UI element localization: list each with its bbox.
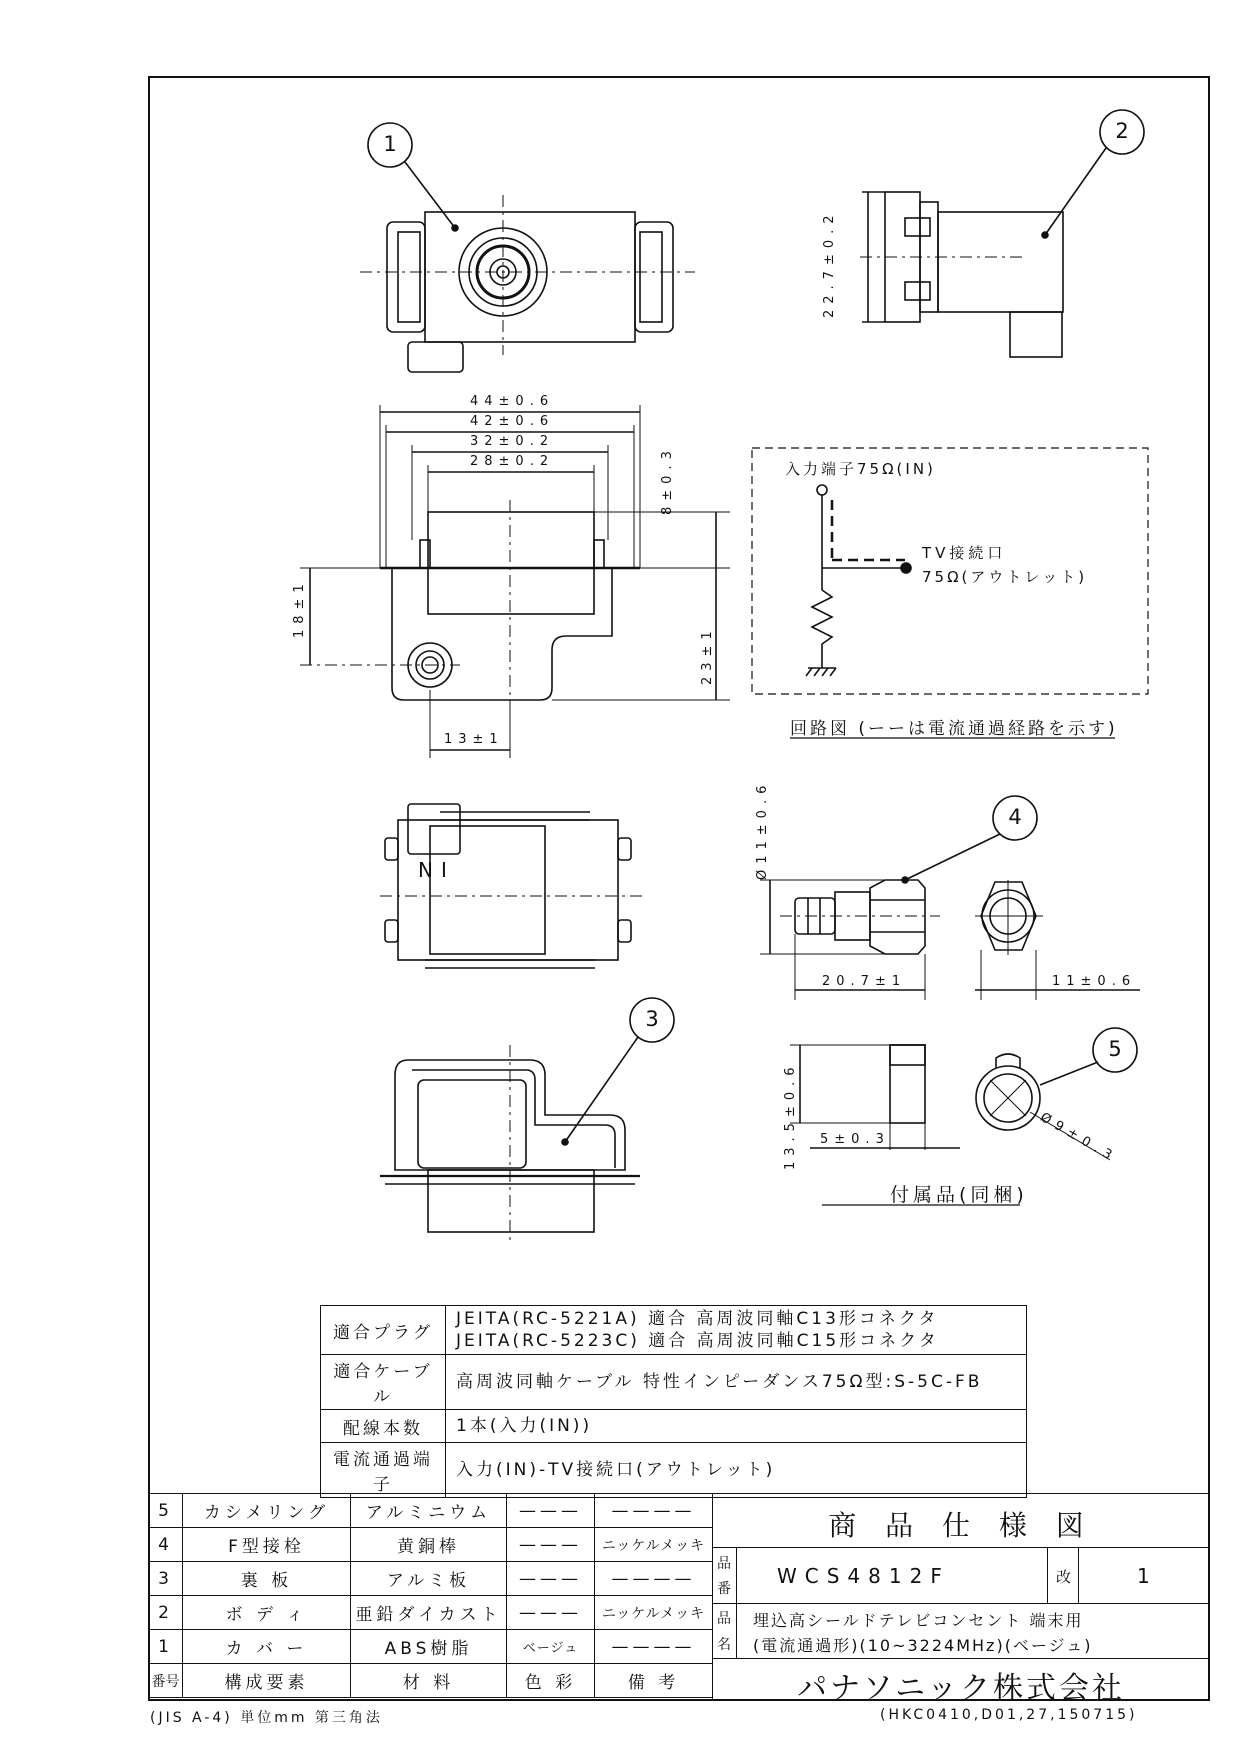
part-color: ベージュ bbox=[507, 1630, 595, 1664]
product-name-cell bbox=[736, 1603, 1210, 1659]
bottom-view bbox=[380, 804, 645, 968]
spec-table bbox=[320, 1305, 1027, 1498]
callout-3: 3 bbox=[645, 1007, 659, 1031]
circuit-input-label: 入力端子75Ω(IN) bbox=[785, 460, 936, 478]
spec-row bbox=[321, 1306, 1027, 1355]
rev-value: 1 bbox=[1137, 1564, 1150, 1588]
part-material: ABS樹脂 bbox=[351, 1630, 507, 1664]
header-color: 色 彩 bbox=[507, 1664, 595, 1698]
hinmei-label-1: 品 bbox=[717, 1611, 731, 1627]
header-material: 材 料 bbox=[351, 1664, 507, 1698]
hinban-label-cell bbox=[712, 1547, 737, 1604]
dim-22-7: 22.7±0.2 bbox=[822, 209, 837, 318]
dim-13: 13±1 bbox=[444, 732, 504, 747]
dim-32: 32±0.2 bbox=[470, 434, 555, 449]
dim-13-5: 13.5±0.6 bbox=[783, 1061, 798, 1170]
part-no: 3 bbox=[149, 1562, 183, 1596]
part-note: ———— bbox=[595, 1630, 713, 1664]
spec-value bbox=[446, 1306, 1027, 1355]
spec-row bbox=[321, 1355, 1027, 1410]
dim-11-dia: Ø11±0.6 bbox=[755, 779, 770, 880]
dim-8: 8±0.3 bbox=[660, 445, 675, 515]
title-cell bbox=[712, 1493, 1210, 1548]
ni-label: NI bbox=[418, 858, 455, 882]
dim-5: 5±0.3 bbox=[820, 1132, 890, 1147]
part-material: アルミ板 bbox=[351, 1562, 507, 1596]
company-cell bbox=[712, 1658, 1210, 1706]
header-no: 番号 bbox=[149, 1664, 183, 1698]
product-name-line2: (電流通過形)(10~3224MHz)(ベージュ) bbox=[753, 1636, 1093, 1655]
spec-header: 適合ケーブル bbox=[321, 1355, 446, 1410]
callout-2: 2 bbox=[1115, 119, 1129, 143]
dim-20-7: 20.7±1 bbox=[822, 974, 907, 989]
spec-row bbox=[321, 1410, 1027, 1443]
part-note: ニッケルメッキ bbox=[595, 1596, 713, 1630]
part-name: カ バ ー bbox=[183, 1630, 351, 1664]
table-row bbox=[149, 1630, 713, 1664]
side-view bbox=[860, 192, 1063, 357]
hinban-label-2: 番 bbox=[717, 1581, 731, 1597]
footer-doc-code: (HKC0410,D01,27,150715) bbox=[880, 1707, 1138, 1723]
part-color: ——— bbox=[507, 1494, 595, 1528]
part-material: アルミニウム bbox=[351, 1494, 507, 1528]
spec-line: JEITA(RC-5223C) 適合 高周波同軸C15形コネクタ bbox=[456, 1331, 939, 1351]
part-name: ボ デ ィ bbox=[183, 1596, 351, 1630]
hinmei-label-cell bbox=[712, 1603, 737, 1659]
parts-table bbox=[148, 1493, 713, 1698]
table-row bbox=[149, 1562, 713, 1596]
part-name: F型接栓 bbox=[183, 1528, 351, 1562]
rev-label: 改 bbox=[1056, 1568, 1072, 1586]
header-note: 備 考 bbox=[595, 1664, 713, 1698]
company-name: パナソニック株式会社 bbox=[797, 1671, 1125, 1706]
dim-23: 23±1 bbox=[700, 625, 715, 685]
rev-value-cell bbox=[1078, 1547, 1210, 1604]
circuit-tv-label: TV接続口 bbox=[922, 544, 1007, 562]
part-note: ———— bbox=[595, 1494, 713, 1528]
table-row bbox=[149, 1596, 713, 1630]
dim-42: 42±0.6 bbox=[470, 414, 555, 429]
product-number: WCS4812F bbox=[777, 1564, 950, 1588]
spec-line: JEITA(RC-5221A) 適合 高周波同軸C13形コネクタ bbox=[456, 1309, 939, 1329]
backplate-view bbox=[380, 1045, 640, 1245]
rev-label-cell bbox=[1047, 1547, 1079, 1604]
callout-4: 4 bbox=[1008, 805, 1022, 829]
dim-28: 28±0.2 bbox=[470, 454, 555, 469]
spec-header: 配線本数 bbox=[321, 1410, 446, 1443]
hinban-label-1: 品 bbox=[717, 1556, 731, 1572]
dim-18: 18±1 bbox=[292, 578, 307, 638]
drawing-title: 商 品 仕 様 図 bbox=[828, 1509, 1094, 1542]
dim-11: 11±0.6 bbox=[1052, 974, 1137, 989]
part-no: 4 bbox=[149, 1528, 183, 1562]
part-material: 黄銅棒 bbox=[351, 1528, 507, 1562]
part-no: 5 bbox=[149, 1494, 183, 1528]
table-header-row bbox=[149, 1664, 713, 1698]
callout-5: 5 bbox=[1108, 1037, 1122, 1061]
circuit-outlet-label: 75Ω(アウトレット) bbox=[922, 568, 1088, 586]
spec-value: 入力(IN)-TV接続口(アウトレット) bbox=[446, 1443, 1027, 1498]
footer-standard: (JIS A-4) 単位mm 第三角法 bbox=[150, 1710, 383, 1726]
product-number-cell bbox=[736, 1547, 1048, 1604]
spec-value: 1本(入力(IN)) bbox=[446, 1410, 1027, 1443]
part-material: 亜鉛ダイカスト bbox=[351, 1596, 507, 1630]
part-no: 2 bbox=[149, 1596, 183, 1630]
product-name-line1: 埋込高シールドテレビコンセント 端末用 bbox=[753, 1611, 1084, 1630]
dim-44: 44±0.6 bbox=[470, 394, 555, 409]
circuit-diagram bbox=[752, 448, 1148, 738]
table-row bbox=[149, 1528, 713, 1562]
part-name: カシメリング bbox=[183, 1494, 351, 1528]
table-row bbox=[149, 1494, 713, 1528]
part-no: 1 bbox=[149, 1630, 183, 1664]
spec-header: 適合プラグ bbox=[321, 1306, 446, 1355]
hinmei-label-2: 名 bbox=[717, 1637, 731, 1653]
header-name: 構成要素 bbox=[183, 1664, 351, 1698]
part-note: ———— bbox=[595, 1562, 713, 1596]
part-color: ——— bbox=[507, 1528, 595, 1562]
part-color: ——— bbox=[507, 1562, 595, 1596]
part-color: ——— bbox=[507, 1596, 595, 1630]
dim-9-dia: Ø9±0.3 bbox=[1037, 1110, 1120, 1167]
part-name: 裏 板 bbox=[183, 1562, 351, 1596]
callout-1: 1 bbox=[383, 132, 397, 156]
accessory-caption: 付属品(同梱) bbox=[890, 1184, 1028, 1206]
front-view bbox=[360, 195, 695, 372]
spec-header: 電流通過端子 bbox=[321, 1443, 446, 1498]
spec-value: 高周波同軸ケーブル 特性インピーダンス75Ω型:S-5C-FB bbox=[446, 1355, 1027, 1410]
spec-row bbox=[321, 1443, 1027, 1498]
circuit-caption: 回路図 (ーーは電流通過経路を示す) bbox=[790, 719, 1118, 739]
part-note: ニッケルメッキ bbox=[595, 1528, 713, 1562]
